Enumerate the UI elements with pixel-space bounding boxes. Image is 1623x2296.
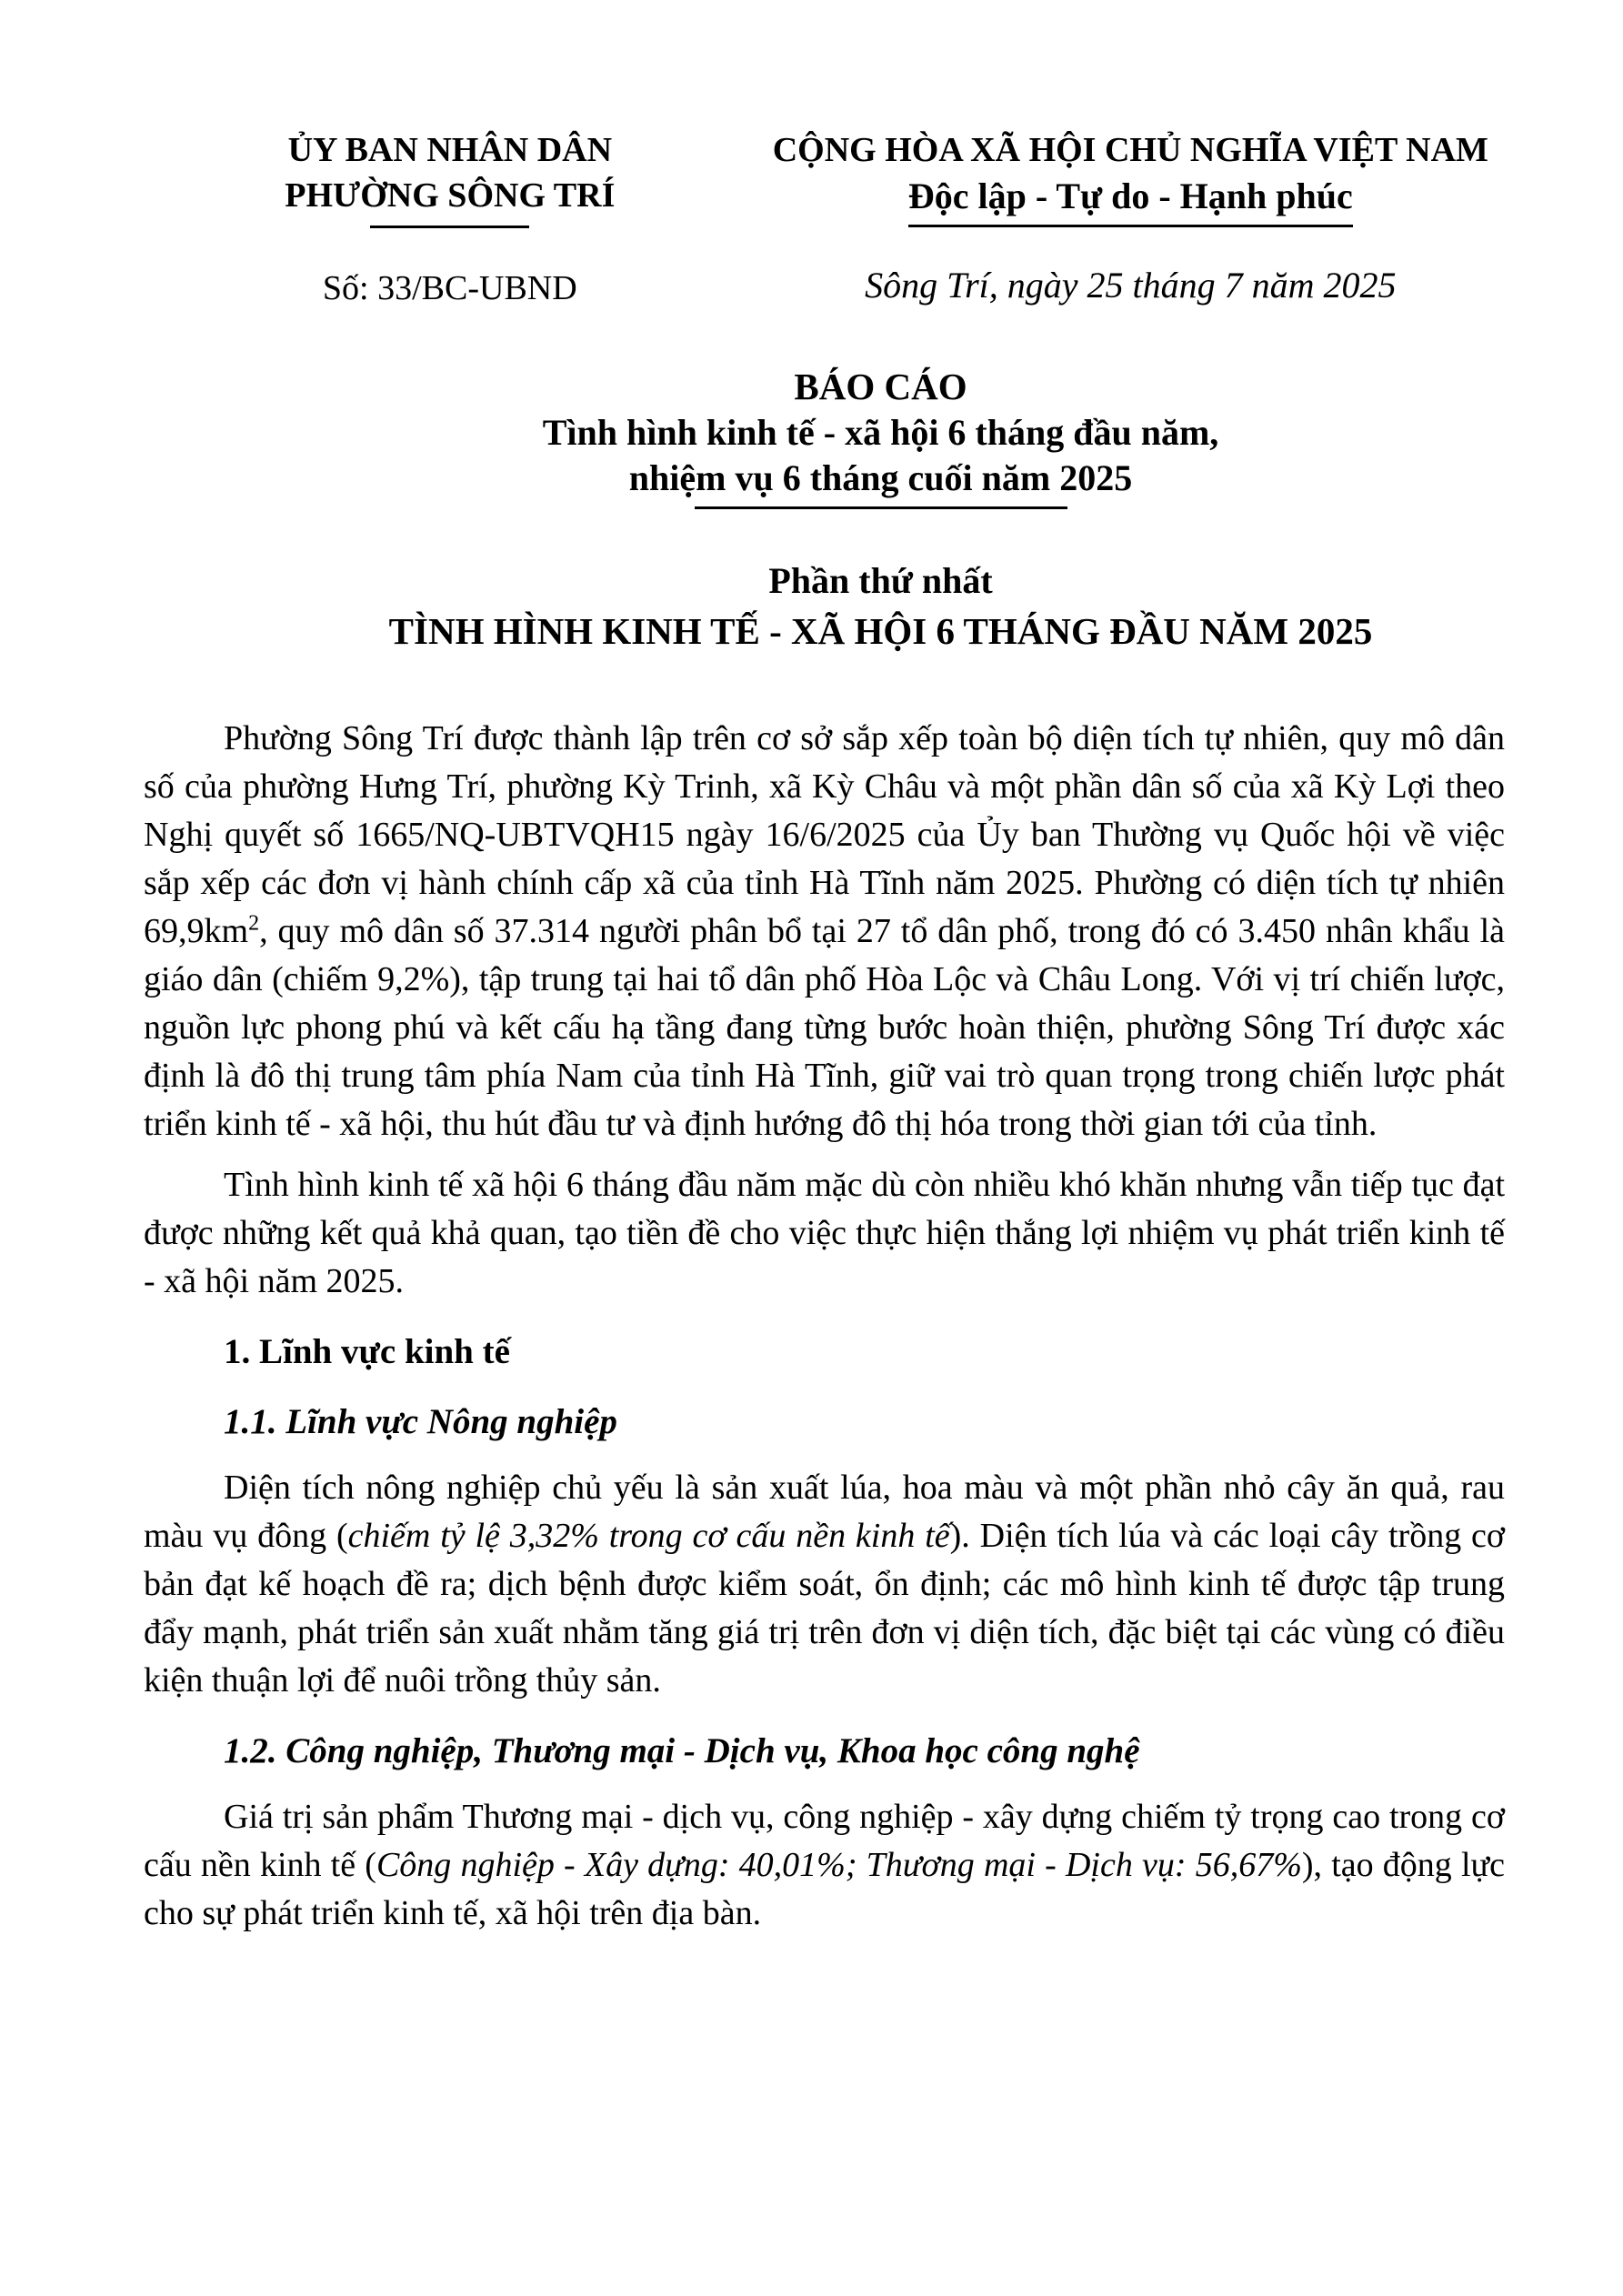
document-subtitle-line1: Tình hình kinh tế - xã hội 6 tháng đầu năm, bbox=[542, 412, 1219, 453]
issuing-authority-block bbox=[144, 127, 756, 308]
paragraph-agriculture-italic: chiếm tỷ lệ 3,32% trong cơ cấu nền kinh tế bbox=[347, 1517, 950, 1555]
document-subtitle-line2: nhiệm vụ 6 tháng cuối năm 2025 bbox=[628, 457, 1133, 498]
paragraph-industry-text-1: Giá trị sản phẩm Thương mại - dịch vụ, công nghiệp - xây dựng chiếm tỷ trọng cao trong cơ cấu nền kinh tế ( bbox=[144, 1798, 1505, 1884]
authority-divider bbox=[370, 226, 529, 228]
document-type: BÁO CÁO bbox=[794, 366, 967, 407]
subsection-heading-industry: 1.2. Công nghiệp, Thương mại - Dịch vụ, Khoa học công nghệ bbox=[224, 1731, 1140, 1770]
place-date-line: Sông Trí, ngày 25 tháng 7 năm 2025 bbox=[865, 265, 1397, 306]
paragraph-agriculture-text-2: ). Diện tích lúa và các loại cây trồng cơ bản đạt kế hoạch đề ra; dịch bệnh được kiểm soát, ổn định; các mô hình kinh tế được tập trung đẩy mạnh, phát triển sản xuất nhằm tăng giá trị trên đơn vị diện tích, đặc biệt tại các vùng có điều kiện thuận lợi để nuôi trồng thủy sản. bbox=[144, 1517, 1506, 1699]
part-heading: TÌNH HÌNH KINH TẾ - XÃ HỘI 6 THÁNG ĐẦU NĂM 2025 bbox=[388, 610, 1373, 652]
title-divider bbox=[695, 506, 1067, 509]
paragraph-agriculture bbox=[144, 1464, 1505, 1705]
paragraph-industry-text-2: ), tạo động lực cho sự phát triển kinh tế, xã hội trên địa bàn. bbox=[144, 1846, 1505, 1932]
national-header-block bbox=[756, 127, 1505, 308]
issuing-authority-line2: PHƯỜNG SÔNG TRÍ bbox=[285, 176, 616, 215]
paragraph-establishment-text-2: , quy mô dân số 37.314 người phân bổ tại 27 tổ dân phố, trong đó có 3.450 nhân khẩu là giáo dân (chiếm 9,2%), tập trung tại hai tổ dân phố Hòa Lộc và Châu Long. Với vị trí chiến lược, nguồn lực phong phú và kết cấu hạ tầng đang từng bước hoàn thiện, phường Sông Trí được xác định là đô thị trung tâm phía Nam của tỉnh Hà Tĩnh, giữ vai trò quan trọng trong chiến lược phát triển kinh tế - xã hội, thu hút đầu tư và định hướng đô thị hóa trong thời gian tới của tỉnh. bbox=[144, 912, 1505, 1143]
part-label: Phần thứ nhất bbox=[768, 560, 993, 601]
paragraph-industry bbox=[144, 1793, 1505, 1938]
national-title: CỘNG HÒA XÃ HỘI CHỦ NGHĨA VIỆT NAM bbox=[772, 131, 1488, 169]
issuing-authority-line1: ỦY BAN NHÂN DÂN bbox=[287, 131, 613, 169]
national-motto bbox=[756, 173, 1505, 227]
national-motto-text: Độc lập - Tự do - Hạnh phúc bbox=[908, 173, 1353, 227]
square-superscript: 2 bbox=[248, 911, 260, 936]
paragraph-industry-italic: Công nghiệp - Xây dựng: 40,01%; Thương mại - Dịch vụ: 56,67% bbox=[376, 1846, 1302, 1884]
paragraph-establishment bbox=[144, 715, 1505, 1148]
document-body bbox=[144, 715, 1505, 1938]
document-number: Số: 33/BC-UBND bbox=[322, 269, 577, 307]
paragraph-agriculture-text-1: Diện tích nông nghiệp chủ yếu là sản xuất lúa, hoa màu và một phần nhỏ cây ăn quả, rau màu vụ đông ( bbox=[144, 1469, 1505, 1555]
document-header bbox=[144, 127, 1505, 308]
subsection-heading-agriculture: 1.1. Lĩnh vực Nông nghiệp bbox=[224, 1402, 617, 1441]
document-title-block bbox=[144, 363, 1505, 509]
part-heading-block bbox=[144, 556, 1505, 657]
paragraph-establishment-text-1: Phường Sông Trí được thành lập trên cơ sở sắp xếp toàn bộ diện tích tự nhiên, quy mô dân số của phường Hưng Trí, phường Kỳ Trinh, xã Kỳ Châu và một phần dân số của xã Kỳ Lợi theo Nghị quyết số 1665/NQ-UBTVQH15 ngày 16/6/2025 của Ủy ban Thường vụ Quốc hội về việc sắp xếp các đơn vị hành chính cấp xã của tỉnh Hà Tĩnh năm 2025. Phường có diện tích tự nhiên 69,9km bbox=[144, 719, 1505, 950]
paragraph-overview: Tình hình kinh tế xã hội 6 tháng đầu năm mặc dù còn nhiều khó khăn nhưng vẫn tiếp tục đạt được những kết quả khả quan, tạo tiền đề cho việc thực hiện thắng lợi nhiệm vụ phát triển kinh tế - xã hội năm 2025. bbox=[144, 1166, 1505, 1300]
section-heading-economy: 1. Lĩnh vực kinh tế bbox=[224, 1332, 510, 1371]
